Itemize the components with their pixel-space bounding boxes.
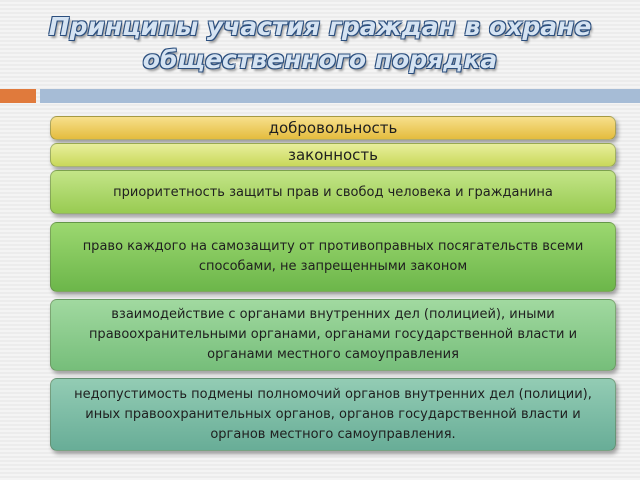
principle-no-substitution bbox=[50, 378, 616, 451]
slide-title-line-1: Принципы участия граждан в охране bbox=[48, 12, 592, 41]
principle-self-defense-label: право каждого на самозащиту от противоправных посягательств всеми способами, не запрещенными законом bbox=[82, 239, 584, 274]
principle-cooperation bbox=[50, 299, 616, 371]
principle-legality bbox=[50, 143, 616, 167]
principle-voluntariness-label: добровольность bbox=[268, 119, 398, 137]
principle-voluntariness bbox=[50, 116, 616, 140]
slide-title-line-2: общественного порядка bbox=[142, 45, 498, 74]
accent-bar-orange bbox=[0, 89, 36, 103]
slide-title bbox=[0, 10, 640, 76]
principle-rights-priority bbox=[50, 170, 616, 214]
principle-self-defense bbox=[50, 222, 616, 292]
principle-cooperation-label: взаимодействие с органами внутренних дел (полицией), иными правоохранительными органами, органами государственной власти и органами местного самоуправления bbox=[88, 307, 578, 362]
accent-bar-blue bbox=[40, 89, 640, 103]
principle-rights-priority-label: приоритетность защиты прав и свобод человека и гражданина bbox=[113, 184, 553, 200]
principle-legality-label: законность bbox=[287, 146, 379, 164]
principle-no-substitution-label: недопустимость подмены полномочий органов внутренних дел (полиции), иных правоохранительных органов, органов государственной власти и органов местного самоуправления. bbox=[74, 386, 592, 442]
